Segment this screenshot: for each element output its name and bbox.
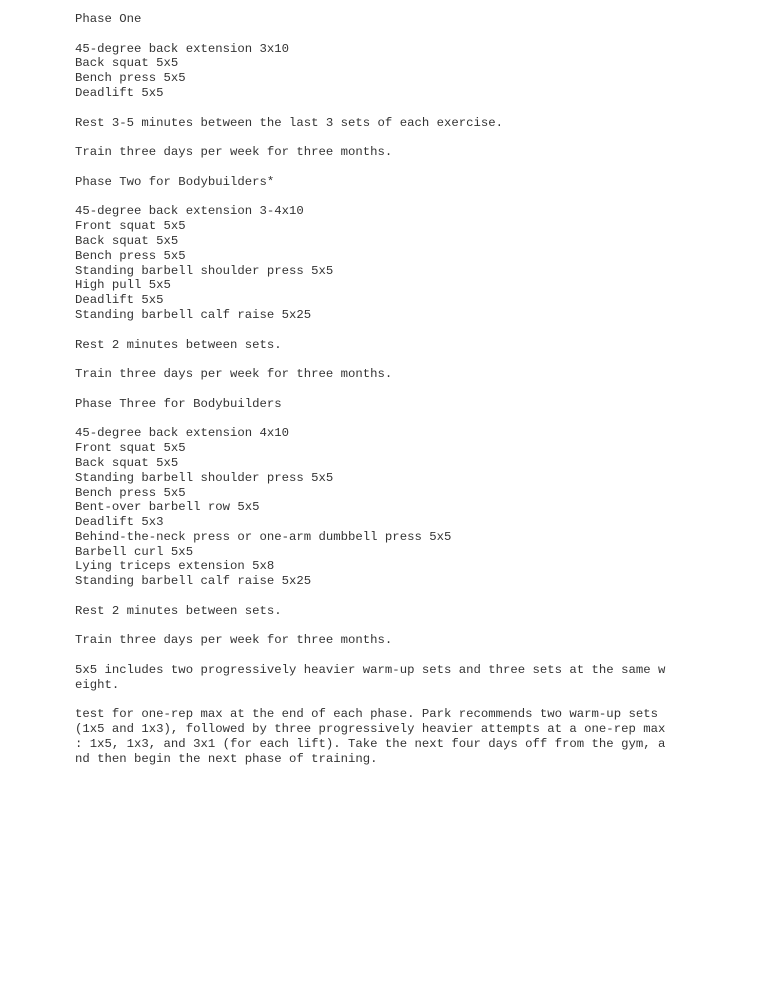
phase-two-exercise-list bbox=[75, 204, 675, 322]
spacer bbox=[75, 412, 675, 427]
exercise-item: Back squat 5x5 bbox=[75, 56, 179, 71]
note-line: nd then begin the next phase of training. bbox=[75, 751, 378, 766]
note-line: (1x5 and 1x3), followed by three progressively heavier attempts at a one-rep max bbox=[75, 722, 666, 737]
exercise-item: 45-degree back extension 4x10 bbox=[75, 426, 290, 441]
document-body bbox=[75, 12, 675, 767]
phase-three-exercise-list bbox=[75, 426, 675, 589]
exercise-item: Back squat 5x5 bbox=[75, 233, 179, 248]
spacer bbox=[75, 619, 675, 634]
exercise-item: Front squat 5x5 bbox=[75, 219, 186, 234]
spacer bbox=[75, 160, 675, 175]
note-paragraph-1 bbox=[75, 663, 675, 693]
note-line: test for one-rep max at the end of each phase. Park recommends two warm-up sets bbox=[75, 707, 658, 722]
exercise-item: Bench press 5x5 bbox=[75, 248, 186, 263]
spacer bbox=[75, 101, 675, 116]
spacer bbox=[75, 693, 675, 708]
spacer bbox=[75, 130, 675, 145]
exercise-item: Standing barbell calf raise 5x25 bbox=[75, 574, 312, 589]
exercise-item: High pull 5x5 bbox=[75, 278, 171, 293]
phase-two-rest: Rest 2 minutes between sets. bbox=[75, 337, 282, 352]
note-line: : 1x5, 1x3, and 3x1 (for each lift). Take the next four days off from the gym, a bbox=[75, 737, 666, 752]
phase-one-schedule: Train three days per week for three months. bbox=[75, 145, 393, 160]
spacer bbox=[75, 190, 675, 205]
exercise-item: Bench press 5x5 bbox=[75, 485, 186, 500]
spacer bbox=[75, 352, 675, 367]
exercise-item: Standing barbell calf raise 5x25 bbox=[75, 307, 312, 322]
exercise-item: Front squat 5x5 bbox=[75, 441, 186, 456]
exercise-item: Behind-the-neck press or one-arm dumbbell press 5x5 bbox=[75, 529, 452, 544]
note-line: 5x5 includes two progressively heavier warm-up sets and three sets at the same w bbox=[75, 663, 666, 678]
note-line: eight. bbox=[75, 677, 120, 692]
phase-one-exercise-list bbox=[75, 42, 675, 101]
exercise-item: Deadlift 5x5 bbox=[75, 85, 164, 100]
exercise-item: Barbell curl 5x5 bbox=[75, 544, 194, 559]
phase-three-rest: Rest 2 minutes between sets. bbox=[75, 603, 282, 618]
exercise-item: Deadlift 5x3 bbox=[75, 515, 164, 530]
exercise-item: Back squat 5x5 bbox=[75, 455, 179, 470]
exercise-item: Standing barbell shoulder press 5x5 bbox=[75, 470, 334, 485]
phase-three-title: Phase Three for Bodybuilders bbox=[75, 396, 282, 411]
exercise-item: Deadlift 5x5 bbox=[75, 293, 164, 308]
spacer bbox=[75, 382, 675, 397]
note-paragraph-2 bbox=[75, 707, 675, 766]
exercise-item: Lying triceps extension 5x8 bbox=[75, 559, 275, 574]
phase-two-schedule: Train three days per week for three months. bbox=[75, 367, 393, 382]
phase-three-schedule: Train three days per week for three months. bbox=[75, 633, 393, 648]
spacer bbox=[75, 648, 675, 663]
exercise-item: Bench press 5x5 bbox=[75, 71, 186, 86]
phase-one-rest: Rest 3-5 minutes between the last 3 sets of each exercise. bbox=[75, 115, 504, 130]
exercise-item: Bent-over barbell row 5x5 bbox=[75, 500, 260, 515]
exercise-item: 45-degree back extension 3x10 bbox=[75, 41, 290, 56]
phase-two-title: Phase Two for Bodybuilders* bbox=[75, 174, 275, 189]
exercise-item: 45-degree back extension 3-4x10 bbox=[75, 204, 304, 219]
phase-one-title: Phase One bbox=[75, 12, 142, 26]
spacer bbox=[75, 27, 675, 42]
exercise-item: Standing barbell shoulder press 5x5 bbox=[75, 263, 334, 278]
spacer bbox=[75, 323, 675, 338]
spacer bbox=[75, 589, 675, 604]
